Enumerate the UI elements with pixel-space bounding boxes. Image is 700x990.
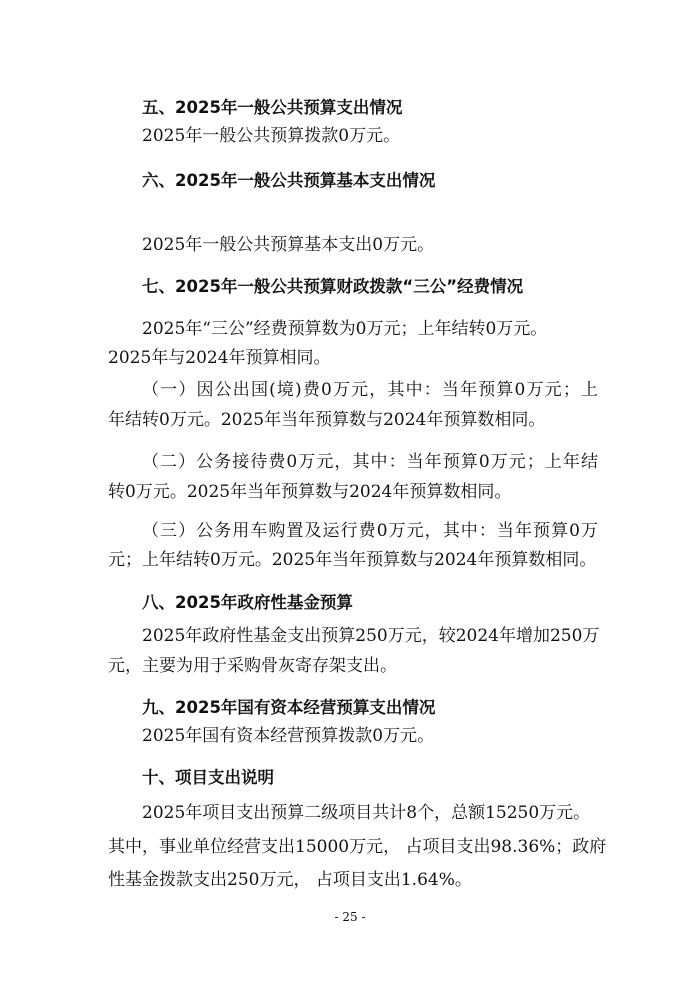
para-10-line-2: 其中，事业单位经营支出15000万元， 占项目支出98.36%；政府 — [108, 837, 607, 857]
para-7-4-line-1: （三）公务用车购置及运行费0万元，其中：当年预算0万 — [142, 521, 598, 541]
text-section-9: 2025年国有资本经营预算拨款0万元。 — [142, 726, 435, 746]
heading-section-9: 九、2025年国有资本经营预算支出情况 — [142, 698, 436, 717]
para-8-line-1: 2025年政府性基金支出预算250万元，较2024年增加250万 — [142, 626, 600, 646]
heading-section-8: 八、2025年政府性基金预算 — [142, 593, 353, 612]
para-7-1-line-1: 2025年“三公”经费预算数为0万元；上年结转0万元。 — [142, 319, 548, 339]
para-7-4-line-2: 元；上年结转0万元。2025年当年预算数与2024年预算数相同。 — [108, 550, 597, 570]
heading-section-10: 十、项目支出说明 — [142, 768, 274, 787]
para-7-1-line-2: 2025年与2024年预算相同。 — [108, 348, 331, 368]
para-8-line-2: 元，主要为用于采购骨灰寄存架支出。 — [108, 656, 397, 676]
para-7-2-line-1: （一）因公出国(境)费0万元，其中：当年预算0万元；上 — [142, 380, 598, 400]
text-section-5: 2025年一般公共预算拨款0万元。 — [142, 126, 401, 146]
para-7-3-line-1: （二）公务接待费0万元，其中：当年预算0万元；上年结 — [142, 452, 598, 472]
text-section-6: 2025年一般公共预算基本支出0万元。 — [142, 235, 435, 255]
para-10-line-3: 性基金拨款支出250万元， 占项目支出1.64%。 — [108, 870, 472, 890]
heading-section-6: 六、2025年一般公共预算基本支出情况 — [142, 171, 436, 190]
para-7-2-line-2: 年结转0万元。2025年当年预算数与2024年预算数相同。 — [108, 410, 546, 430]
heading-section-7: 七、2025年一般公共预算财政拨款“三公”经费情况 — [142, 277, 524, 296]
page-number: - 25 - — [334, 910, 366, 924]
heading-section-5: 五、2025年一般公共预算支出情况 — [142, 98, 403, 117]
para-10-line-1: 2025年项目支出预算二级项目共计8个，总额15250万元。 — [142, 803, 591, 823]
para-7-3-line-2: 转0万元。2025年当年预算数与2024年预算数相同。 — [108, 482, 512, 502]
